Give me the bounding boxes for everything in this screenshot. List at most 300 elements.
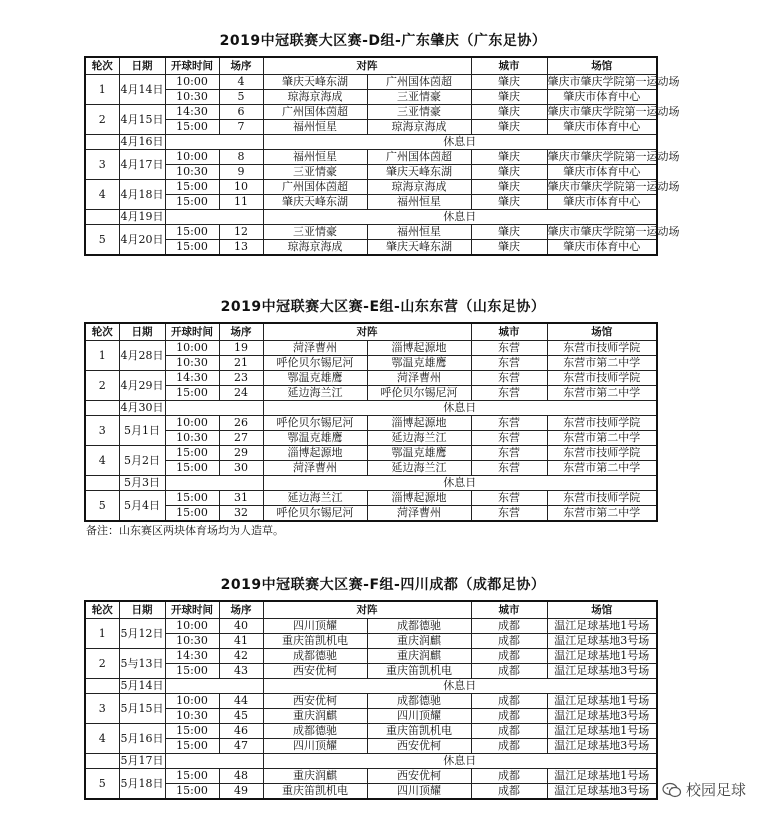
kickoff-time-cell: 15:00 [165, 506, 219, 522]
kickoff-time-cell: 10:30 [165, 356, 219, 371]
home-team-cell: 广州国体茵超 [263, 105, 367, 120]
match-number-cell: 48 [219, 769, 263, 784]
kickoff-time-cell: 10:00 [165, 150, 219, 165]
home-team-cell: 菏泽曹州 [263, 461, 367, 476]
round-cell: 4 [85, 724, 119, 754]
date-cell: 5月17日 [120, 754, 164, 767]
away-team-cell: 重庆笛凯机电 [367, 724, 471, 739]
away-team-cell: 西安优柯 [367, 769, 471, 784]
away-team-cell: 呼伦贝尔锡尼河 [367, 386, 471, 401]
home-team-cell: 成都德驰 [263, 724, 367, 739]
venue-cell: 温江足球基地1号场 [547, 649, 657, 664]
time-cell [165, 210, 263, 225]
city-cell: 东营 [471, 341, 547, 356]
date-cell: 5月1日 [119, 416, 165, 446]
venue-cell: 肇庆市体育中心 [547, 195, 657, 210]
city-cell: 肇庆 [471, 240, 547, 256]
venue-cell: 东营市技师学院 [547, 371, 657, 386]
match-row [85, 341, 657, 356]
round-cell: 3 [85, 694, 119, 724]
round-cell [85, 401, 119, 416]
match-row [85, 195, 657, 210]
city-cell: 成都 [471, 649, 547, 664]
home-team-cell: 淄博起源地 [263, 446, 367, 461]
column-header: 场序 [219, 323, 263, 341]
home-team-cell: 重庆润麒 [263, 769, 367, 784]
match-row [85, 784, 657, 800]
time-cell [165, 401, 263, 416]
match-number-cell: 19 [219, 341, 263, 356]
time-cell [165, 476, 263, 491]
venue-cell: 肇庆市体育中心 [547, 90, 657, 105]
rest-day-row [85, 135, 657, 150]
match-row [85, 461, 657, 476]
away-team-cell: 鄂温克雄鹰 [367, 356, 471, 371]
section-title-e: 2019中冠联赛大区赛-E组-山东东营（山东足协） [220, 299, 546, 315]
away-team-cell: 鄂温克雄鹰 [367, 446, 471, 461]
kickoff-time-cell: 10:00 [165, 416, 219, 431]
round-cell: 3 [85, 416, 119, 446]
city-cell: 肇庆 [471, 105, 547, 120]
column-header: 轮次 [85, 323, 119, 341]
venue-cell: 温江足球基地1号场 [547, 694, 657, 709]
date-cell: 5与13日 [119, 649, 165, 679]
match-number-cell: 45 [219, 709, 263, 724]
kickoff-time-cell: 14:30 [165, 105, 219, 120]
venue-cell: 肇庆市肇庆学院第一运动场 [547, 150, 680, 163]
column-header: 开球时间 [165, 601, 219, 619]
round-cell: 2 [85, 371, 119, 401]
away-team-cell: 广州国体茵超 [367, 150, 471, 165]
match-row [85, 90, 657, 105]
venue-cell: 温江足球基地3号场 [547, 634, 657, 649]
city-cell: 东营 [471, 431, 547, 446]
rest-day-label: 休息日 [263, 476, 657, 491]
home-team-cell: 琼海京海成 [263, 240, 367, 256]
round-cell: 4 [85, 180, 119, 210]
time-cell [165, 754, 263, 769]
watermark-text: 校园足球 [685, 781, 746, 799]
kickoff-time-cell: 15:00 [165, 120, 219, 135]
venue-cell: 东营市第二中学 [547, 356, 657, 371]
match-row [85, 664, 657, 679]
city-cell: 东营 [471, 416, 547, 431]
match-number-cell: 7 [219, 120, 263, 135]
home-team-cell: 鄂温克雄鹰 [263, 431, 367, 446]
match-number-cell: 30 [219, 461, 263, 476]
round-cell: 1 [85, 341, 119, 371]
home-team-cell: 呼伦贝尔锡尼河 [263, 356, 367, 371]
city-cell: 东营 [471, 356, 547, 371]
match-number-cell: 4 [219, 75, 263, 90]
date-cell: 5月18日 [119, 769, 165, 800]
table-header-row [85, 57, 657, 75]
home-team-cell: 重庆笛凯机电 [263, 634, 367, 649]
city-cell: 东营 [471, 506, 547, 522]
date-cell: 4月15日 [119, 105, 165, 135]
home-team-cell: 成都德驰 [263, 649, 367, 664]
match-number-cell: 13 [219, 240, 263, 256]
match-number-cell: 12 [219, 225, 263, 240]
venue-cell: 东营市技师学院 [547, 341, 657, 356]
kickoff-time-cell: 10:30 [165, 709, 219, 724]
match-number-cell: 26 [219, 416, 263, 431]
match-row [85, 739, 657, 754]
venue-cell: 温江足球基地3号场 [547, 784, 657, 800]
away-team-cell: 肇庆天峰东湖 [367, 165, 471, 180]
match-number-cell: 46 [219, 724, 263, 739]
column-header: 对阵 [263, 323, 471, 341]
home-team-cell: 三亚情豪 [263, 225, 367, 240]
match-row [85, 105, 657, 120]
match-number-cell: 9 [219, 165, 263, 180]
date-cell: 4月30日 [120, 401, 164, 414]
away-team-cell: 广州国体茵超 [367, 75, 471, 90]
venue-cell: 肇庆市肇庆学院第一运动场 [547, 180, 680, 193]
rest-day-row [85, 401, 657, 416]
match-row [85, 240, 657, 256]
match-row [85, 75, 657, 90]
column-header: 城市 [471, 601, 547, 619]
date-cell: 5月2日 [119, 446, 165, 476]
kickoff-time-cell: 14:30 [165, 649, 219, 664]
rest-day-row [85, 679, 657, 694]
away-team-cell: 淄博起源地 [367, 341, 471, 356]
kickoff-time-cell: 15:00 [165, 446, 219, 461]
match-row [85, 120, 657, 135]
schedule-table-d [84, 56, 680, 256]
venue-cell: 温江足球基地3号场 [547, 709, 657, 724]
match-number-cell: 29 [219, 446, 263, 461]
away-team-cell: 四川顶耀 [367, 709, 471, 724]
table-header-row [85, 323, 657, 341]
date-cell: 5月3日 [119, 476, 165, 491]
kickoff-time-cell: 15:00 [165, 769, 219, 784]
round-cell [85, 754, 119, 769]
away-team-cell: 延边海兰江 [367, 461, 471, 476]
time-cell [165, 679, 263, 694]
column-header: 场馆 [547, 601, 657, 619]
city-cell: 东营 [471, 371, 547, 386]
away-team-cell: 淄博起源地 [367, 416, 471, 431]
schedule-table-e [84, 322, 658, 522]
match-number-cell: 11 [219, 195, 263, 210]
kickoff-time-cell: 15:00 [165, 664, 219, 679]
kickoff-time-cell: 10:00 [165, 341, 219, 356]
venue-cell: 东营市技师学院 [547, 491, 657, 506]
home-team-cell: 呼伦贝尔锡尼河 [263, 416, 367, 431]
away-team-cell: 延边海兰江 [367, 431, 471, 446]
kickoff-time-cell: 15:00 [165, 225, 219, 240]
kickoff-time-cell: 15:00 [165, 739, 219, 754]
match-number-cell: 21 [219, 356, 263, 371]
home-team-cell: 福州恒星 [263, 150, 367, 165]
match-number-cell: 42 [219, 649, 263, 664]
date-cell: 4月18日 [119, 180, 165, 210]
away-team-cell: 三亚情豪 [367, 105, 471, 120]
column-header: 日期 [119, 601, 165, 619]
round-cell [85, 679, 119, 694]
rest-day-label: 休息日 [263, 210, 657, 225]
city-cell: 成都 [471, 664, 547, 679]
kickoff-time-cell: 15:00 [165, 784, 219, 800]
kickoff-time-cell: 10:30 [165, 431, 219, 446]
kickoff-time-cell: 10:00 [165, 694, 219, 709]
home-team-cell: 肇庆天峰东湖 [263, 195, 367, 210]
city-cell: 肇庆 [471, 75, 547, 90]
date-cell: 4月19日 [120, 210, 164, 223]
match-number-cell: 47 [219, 739, 263, 754]
match-number-cell: 23 [219, 371, 263, 386]
city-cell: 成都 [471, 619, 547, 634]
venue-cell: 东营市技师学院 [547, 446, 657, 461]
kickoff-time-cell: 10:00 [165, 619, 219, 634]
city-cell: 成都 [471, 784, 547, 800]
city-cell: 肇庆 [471, 225, 547, 240]
kickoff-time-cell: 15:00 [165, 491, 219, 506]
home-team-cell: 延边海兰江 [263, 386, 367, 401]
rest-day-row [85, 754, 657, 769]
city-cell: 成都 [471, 709, 547, 724]
venue-cell: 温江足球基地3号场 [547, 739, 657, 754]
away-team-cell: 肇庆天峰东湖 [367, 240, 471, 256]
match-row [85, 506, 657, 522]
match-row [85, 225, 657, 240]
home-team-cell: 福州恒星 [263, 120, 367, 135]
match-row [85, 356, 657, 371]
home-team-cell: 肇庆天峰东湖 [263, 75, 367, 90]
match-row [85, 371, 657, 386]
away-team-cell: 菏泽曹州 [367, 506, 471, 522]
watermark [662, 779, 746, 800]
match-number-cell: 5 [219, 90, 263, 105]
section-title-d: 2019中冠联赛大区赛-D组-广东肇庆（广东足协） [219, 33, 547, 49]
city-cell: 肇庆 [471, 180, 547, 195]
section-title-f: 2019中冠联赛大区赛-F组-四川成都（成都足协） [220, 577, 546, 593]
match-row [85, 724, 657, 739]
venue-cell: 东营市技师学院 [547, 416, 657, 431]
venue-cell: 温江足球基地1号场 [547, 724, 657, 739]
rest-day-label: 休息日 [263, 135, 657, 150]
date-cell: 5月14日 [120, 679, 164, 692]
match-row [85, 386, 657, 401]
venue-cell: 肇庆市肇庆学院第一运动场 [547, 105, 680, 118]
match-row [85, 491, 657, 506]
match-row [85, 694, 657, 709]
venue-cell: 肇庆市体育中心 [547, 240, 657, 256]
date-cell: 4月16日 [120, 135, 164, 148]
date-cell: 4月20日 [119, 225, 165, 256]
date-cell: 5月15日 [119, 694, 165, 724]
section-note: 备注：山东赛区两块体育场均为人造草。 [86, 524, 284, 537]
round-cell: 1 [85, 75, 119, 105]
column-header: 城市 [471, 57, 547, 75]
city-cell: 肇庆 [471, 120, 547, 135]
round-cell: 5 [85, 769, 119, 800]
venue-cell: 肇庆市体育中心 [547, 165, 657, 180]
home-team-cell: 琼海京海成 [263, 90, 367, 105]
round-cell: 2 [85, 649, 119, 679]
away-team-cell: 三亚情豪 [367, 90, 471, 105]
kickoff-time-cell: 15:00 [165, 724, 219, 739]
column-header: 场序 [219, 57, 263, 75]
venue-cell: 温江足球基地1号场 [547, 619, 657, 634]
city-cell: 东营 [471, 386, 547, 401]
match-number-cell: 40 [219, 619, 263, 634]
column-header: 对阵 [263, 57, 471, 75]
match-row [85, 416, 657, 431]
kickoff-time-cell: 10:30 [165, 90, 219, 105]
column-header: 日期 [119, 57, 165, 75]
city-cell: 成都 [471, 739, 547, 754]
match-row [85, 165, 657, 180]
match-row [85, 649, 657, 664]
match-row [85, 150, 657, 165]
round-cell: 3 [85, 150, 119, 180]
home-team-cell: 菏泽曹州 [263, 341, 367, 356]
away-team-cell: 成都德驰 [367, 694, 471, 709]
city-cell: 成都 [471, 769, 547, 784]
rest-day-row [85, 476, 657, 491]
away-team-cell: 淄博起源地 [367, 491, 471, 506]
match-number-cell: 24 [219, 386, 263, 401]
home-team-cell: 广州国体茵超 [263, 180, 367, 195]
match-row [85, 769, 657, 784]
round-cell: 5 [85, 491, 119, 522]
venue-cell: 温江足球基地3号场 [547, 664, 657, 679]
column-header: 城市 [471, 323, 547, 341]
rest-day-row [85, 210, 657, 225]
city-cell: 成都 [471, 694, 547, 709]
rest-day-label: 休息日 [263, 679, 657, 694]
kickoff-time-cell: 15:00 [165, 240, 219, 256]
date-cell: 5月12日 [119, 619, 165, 649]
city-cell: 成都 [471, 634, 547, 649]
round-cell: 5 [85, 225, 119, 256]
kickoff-time-cell: 15:00 [165, 195, 219, 210]
round-cell: 4 [85, 446, 119, 476]
column-header: 开球时间 [165, 323, 219, 341]
rest-day-label: 休息日 [263, 401, 657, 416]
home-team-cell: 四川顶耀 [263, 739, 367, 754]
city-cell: 东营 [471, 446, 547, 461]
city-cell: 东营 [471, 491, 547, 506]
city-cell: 肇庆 [471, 165, 547, 180]
venue-cell: 东营市第二中学 [547, 386, 657, 401]
table-header-row [85, 601, 657, 619]
away-team-cell: 琼海京海成 [367, 180, 471, 195]
match-row [85, 180, 657, 195]
venue-cell: 东营市第二中学 [547, 431, 657, 446]
home-team-cell: 延边海兰江 [263, 491, 367, 506]
city-cell: 肇庆 [471, 150, 547, 165]
home-team-cell: 重庆润麒 [263, 709, 367, 724]
column-header: 轮次 [85, 57, 119, 75]
venue-cell: 东营市第二中学 [547, 461, 657, 476]
round-cell: 1 [85, 619, 119, 649]
round-cell: 2 [85, 105, 119, 135]
venue-cell: 肇庆市肇庆学院第一运动场 [547, 75, 680, 88]
away-team-cell: 成都德驰 [367, 619, 471, 634]
column-header: 日期 [119, 323, 165, 341]
match-number-cell: 10 [219, 180, 263, 195]
round-cell [85, 210, 119, 225]
date-cell: 4月29日 [119, 371, 165, 401]
city-cell: 成都 [471, 724, 547, 739]
away-team-cell: 重庆润麒 [367, 634, 471, 649]
column-header: 场序 [219, 601, 263, 619]
match-number-cell: 6 [219, 105, 263, 120]
match-number-cell: 49 [219, 784, 263, 800]
city-cell: 肇庆 [471, 195, 547, 210]
venue-cell: 温江足球基地1号场 [547, 769, 657, 784]
match-number-cell: 8 [219, 150, 263, 165]
match-row [85, 431, 657, 446]
away-team-cell: 琼海京海成 [367, 120, 471, 135]
city-cell: 肇庆 [471, 90, 547, 105]
wechat-icon [662, 782, 682, 798]
city-cell: 东营 [471, 461, 547, 476]
match-number-cell: 44 [219, 694, 263, 709]
match-row [85, 634, 657, 649]
schedule-table-f [84, 600, 658, 800]
kickoff-time-cell: 10:30 [165, 165, 219, 180]
venue-cell: 肇庆市肇庆学院第一运动场 [547, 225, 680, 238]
away-team-cell: 菏泽曹州 [367, 371, 471, 386]
date-cell: 5月16日 [119, 724, 165, 754]
date-cell: 5月4日 [119, 491, 165, 522]
match-row [85, 446, 657, 461]
column-header: 场馆 [547, 323, 657, 341]
home-team-cell: 呼伦贝尔锡尼河 [263, 506, 367, 522]
home-team-cell: 四川顶耀 [263, 619, 367, 634]
home-team-cell: 西安优柯 [263, 664, 367, 679]
match-number-cell: 31 [219, 491, 263, 506]
rest-day-label: 休息日 [263, 754, 657, 769]
kickoff-time-cell: 15:00 [165, 180, 219, 195]
round-cell [85, 476, 119, 491]
time-cell [165, 135, 263, 150]
venue-cell: 肇庆市体育中心 [547, 120, 657, 135]
home-team-cell: 西安优柯 [263, 694, 367, 709]
date-cell: 4月17日 [119, 150, 165, 180]
match-row [85, 709, 657, 724]
date-cell: 4月28日 [119, 341, 165, 371]
column-header: 轮次 [85, 601, 119, 619]
away-team-cell: 四川顶耀 [367, 784, 471, 800]
match-number-cell: 43 [219, 664, 263, 679]
match-number-cell: 41 [219, 634, 263, 649]
home-team-cell: 三亚情豪 [263, 165, 367, 180]
match-number-cell: 27 [219, 431, 263, 446]
kickoff-time-cell: 15:00 [165, 386, 219, 401]
home-team-cell: 重庆笛凯机电 [263, 784, 367, 800]
away-team-cell: 重庆笛凯机电 [367, 664, 471, 679]
away-team-cell: 福州恒星 [367, 225, 471, 240]
kickoff-time-cell: 14:30 [165, 371, 219, 386]
match-row [85, 619, 657, 634]
home-team-cell: 鄂温克雄鹰 [263, 371, 367, 386]
kickoff-time-cell: 10:30 [165, 634, 219, 649]
away-team-cell: 福州恒星 [367, 195, 471, 210]
kickoff-time-cell: 15:00 [165, 461, 219, 476]
column-header: 开球时间 [165, 57, 219, 75]
away-team-cell: 西安优柯 [367, 739, 471, 754]
round-cell [85, 135, 119, 150]
kickoff-time-cell: 10:00 [165, 75, 219, 90]
away-team-cell: 重庆润麒 [367, 649, 471, 664]
column-header: 对阵 [263, 601, 471, 619]
